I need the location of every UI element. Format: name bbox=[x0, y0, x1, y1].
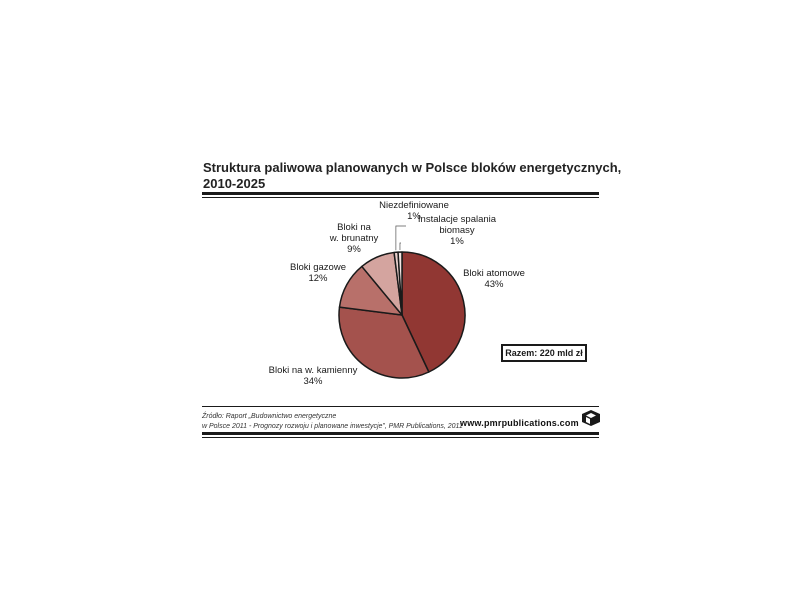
bottom-rule-thick bbox=[202, 432, 599, 435]
slice-value-label: 1% bbox=[450, 236, 464, 247]
chart-title-line-1: Struktura paliwowa planowanych w Polsce bloków energetycznych, bbox=[203, 160, 622, 175]
slice-category-label: w. brunatny bbox=[329, 233, 379, 244]
slice-category-label: Niezdefiniowane bbox=[379, 200, 449, 211]
slice-value-label: 43% bbox=[484, 279, 504, 290]
total-label-box: Razem: 220 mld zł bbox=[501, 344, 587, 362]
slice-value-label: 34% bbox=[303, 376, 323, 387]
slice-value-label: 9% bbox=[347, 244, 361, 255]
slice-leader-line bbox=[396, 226, 406, 250]
slice-category-label: biomasy bbox=[439, 225, 475, 236]
bottom-rule-thin-2 bbox=[202, 437, 599, 438]
slice-category-label: Bloki na bbox=[337, 222, 371, 233]
bottom-rule-thin bbox=[202, 406, 599, 407]
chart-title-line-2: 2010-2025 bbox=[203, 176, 266, 191]
source-line-1: Źródło: Raport „Budownictwo energetyczne bbox=[202, 413, 337, 420]
source-note bbox=[202, 412, 462, 432]
slice-category-label: Bloki atomowe bbox=[463, 268, 525, 279]
slice-category-label: Bloki na w. kamienny bbox=[268, 365, 358, 376]
website-link[interactable]: www.pmrpublications.com bbox=[460, 418, 579, 428]
pmr-cube-logo-icon bbox=[581, 409, 601, 427]
slice-value-label: 12% bbox=[308, 273, 328, 284]
slice-leader-line bbox=[400, 243, 401, 250]
source-line-2: w Polsce 2011 - Prognozy rozwoju i planowane inwestycje”, PMR Publications, 2011 bbox=[202, 423, 463, 430]
slice-category-label: Bloki gazowe bbox=[290, 262, 346, 273]
slice-category-label: Instalacje spalania bbox=[417, 214, 497, 225]
slice-value-label: 1% bbox=[407, 211, 421, 222]
